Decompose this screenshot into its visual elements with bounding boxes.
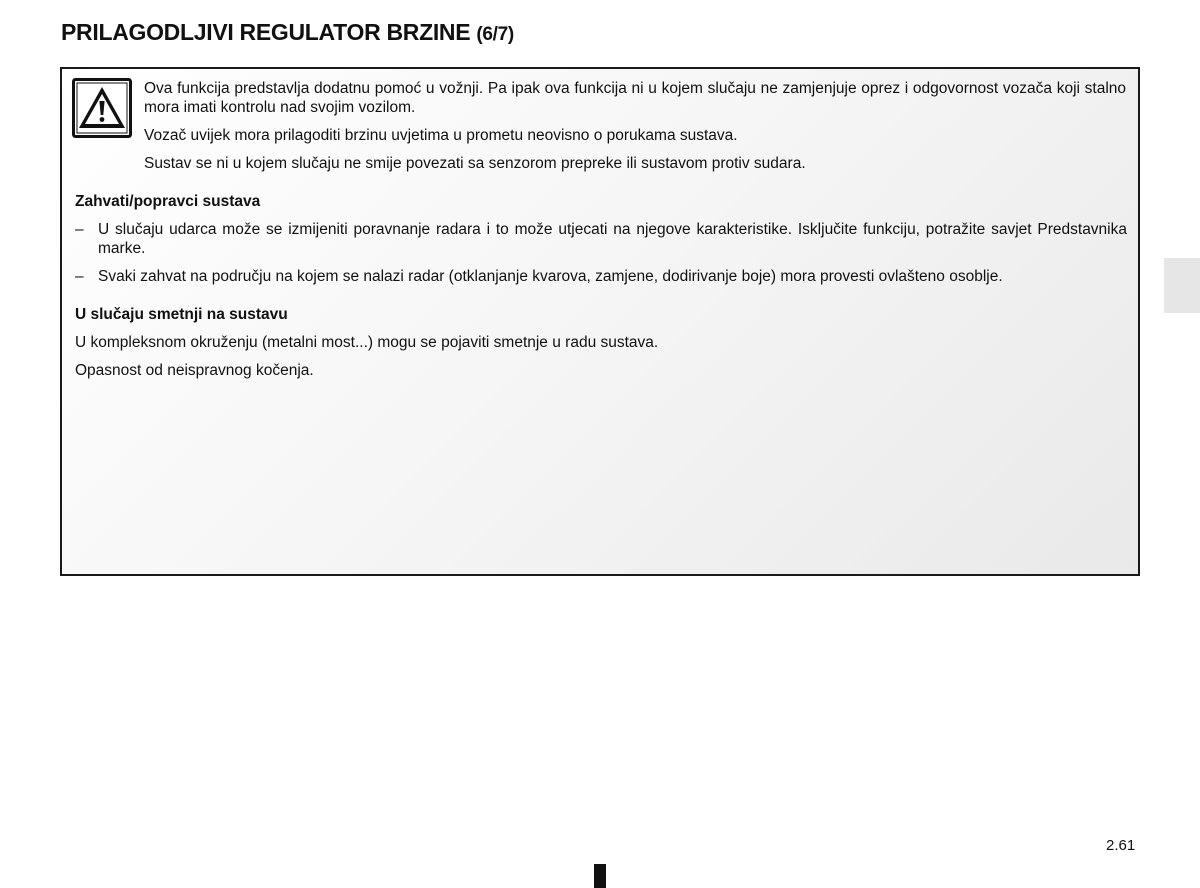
section-heading-interference: U slučaju smetnji na sustavu xyxy=(75,306,288,323)
page-title-text: PRILAGODLJIVI REGULATOR BRZINE xyxy=(61,19,471,45)
page-title xyxy=(61,19,514,46)
warning-triangle-icon xyxy=(72,78,132,138)
list-item-text: U slučaju udarca može se izmijeniti poravnanje radara i to može utjecati na njegove karakteristike. Isključite funkciju, potražite savjet Predstavnika marke. xyxy=(98,221,1127,257)
interference-paragraph: U kompleksnom okruženju (metalni most...) mogu se pojaviti smetnje u radu sustava. xyxy=(75,334,659,351)
warning-box xyxy=(60,67,1140,576)
intro-paragraph: Ova funkcija predstavlja dodatnu pomoć u vožnji. Pa ipak ova funkcija ni u kojem slučaju ne zamjenjuje oprez i odgovornost vozača koji stalno mora imati kontrolu nad svojim vozilom. xyxy=(144,80,1126,116)
chapter-side-tab xyxy=(1164,258,1200,313)
list-item-text: Svaki zahvat na području na kojem se nalazi radar (otklanjanje kvarova, zamjene, dodirivanje boje) mora provesti ovlašteno osoblje. xyxy=(98,268,1003,285)
list-item xyxy=(75,220,1127,258)
intro-paragraph: Vozač uvijek mora prilagoditi brzinu uvjetima u prometu neovisno o porukama sustava. xyxy=(144,127,738,144)
section-heading-repairs: Zahvati/popravci sustava xyxy=(75,193,261,210)
page-number: 2.61 xyxy=(1106,837,1136,854)
page-bottom-marker xyxy=(594,864,606,888)
warning-sections xyxy=(75,192,1127,389)
dash-bullet: – xyxy=(75,268,84,285)
intro-paragraph: Sustav se ni u kojem slučaju ne smije povezati sa senzorom prepreke ili sustavom protiv sudara. xyxy=(144,155,806,172)
warning-intro xyxy=(144,79,1126,182)
dash-bullet: – xyxy=(75,221,84,238)
list-item xyxy=(75,267,1127,286)
page-title-part-indicator: (6/7) xyxy=(476,24,514,45)
interference-paragraph: Opasnost od neispravnog kočenja. xyxy=(75,362,314,379)
